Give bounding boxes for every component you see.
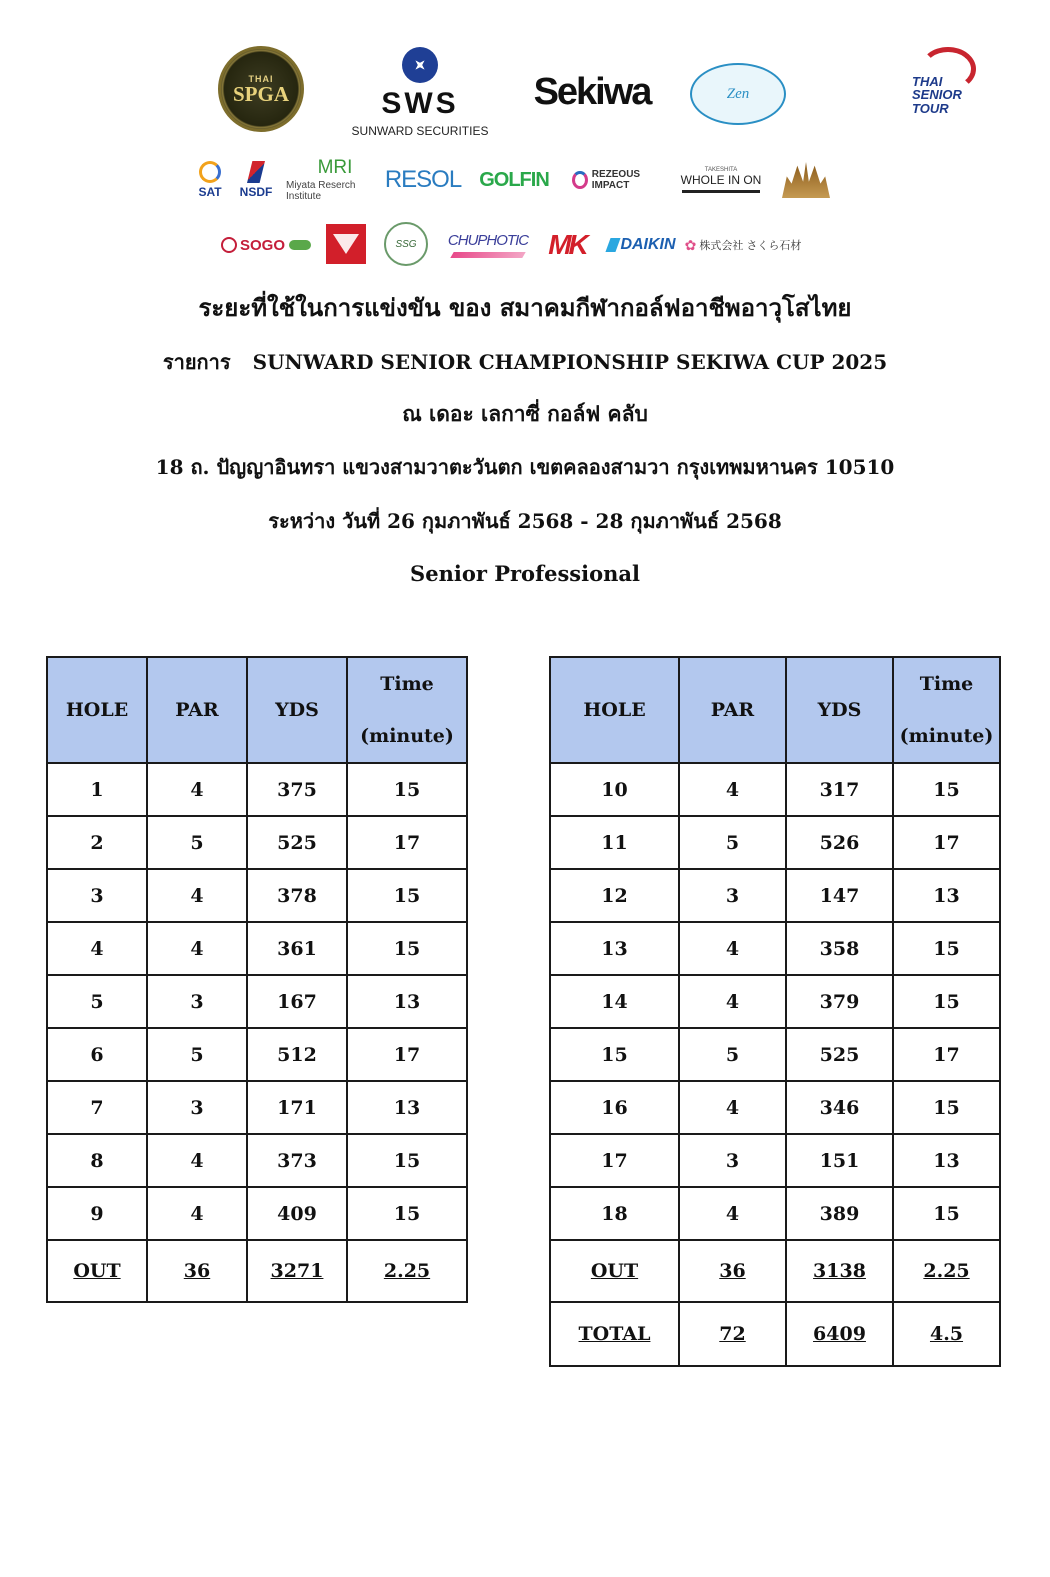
hole-cell: 10 [550, 763, 679, 816]
yds-cell: 171 [247, 1081, 347, 1134]
time-cell: 15 [893, 975, 1000, 1028]
yds-cell: 409 [247, 1187, 347, 1240]
yds-cell: 525 [786, 1028, 893, 1081]
thai-senior-tour-logo [898, 42, 998, 120]
sat-logo [192, 152, 228, 208]
time-cell: 2.25 [347, 1240, 467, 1302]
table-row [550, 975, 1000, 1028]
hole-cell: 2 [47, 816, 147, 869]
par-cell: 3 [147, 1081, 247, 1134]
table-row [550, 1028, 1000, 1081]
table-row [47, 1134, 467, 1187]
yds-cell: 167 [247, 975, 347, 1028]
hole-cell: 17 [550, 1134, 679, 1187]
mk-logo: MK [548, 229, 586, 260]
yds-cell: 317 [786, 763, 893, 816]
yds-cell: 512 [247, 1028, 347, 1081]
yds-cell: 361 [247, 922, 347, 975]
table-row [47, 763, 467, 816]
front-nine-table [46, 656, 468, 1303]
table-row [550, 1081, 1000, 1134]
par-cell: 4 [147, 1134, 247, 1187]
time-cell: 15 [347, 1187, 467, 1240]
address: 18 ถ. ปัญญาอินทรา แขวงสามวาตะวันตก เขตคลองสามวา กรุงเทพมหานคร 10510 [155, 455, 895, 479]
par-cell: 4 [147, 1187, 247, 1240]
document-title: ระยะที่ใช้ในการแข่งขัน ของ สมาคมกีฬากอล์ฟอาชีพอาวุโสไทย [198, 293, 852, 322]
thai-senior-tour-line1: THAI [912, 73, 943, 89]
par-cell: 4 [679, 1187, 786, 1240]
par-cell: 4 [679, 922, 786, 975]
time-cell: 13 [893, 1134, 1000, 1187]
sws-logo [350, 44, 490, 140]
time-header-line2: (minute) [899, 725, 994, 747]
mri-logo [286, 152, 384, 208]
hole-cell: 18 [550, 1187, 679, 1240]
nsdf-logo-text: NSDF [239, 185, 273, 199]
table-row [47, 1081, 467, 1134]
whole-in-on-top: TAKESHITA [704, 167, 738, 173]
table-header-row [47, 657, 467, 763]
thai-senior-tour-line2: SENIOR TOUR [912, 87, 962, 116]
par-cell: 3 [147, 975, 247, 1028]
hole-cell: 9 [47, 1187, 147, 1240]
table-row [47, 816, 467, 869]
time-cell: 15 [893, 1081, 1000, 1134]
ssg-logo: SSG [384, 222, 428, 266]
time-cell: 13 [893, 869, 1000, 922]
yds-cell: 378 [247, 869, 347, 922]
hole-header: HOLE [550, 657, 679, 763]
table-row [47, 1187, 467, 1240]
event-label: รายการ [162, 350, 231, 374]
event-name: SUNWARD SENIOR CHAMPIONSHIP SEKIWA CUP 2025 [252, 350, 888, 374]
hole-cell: 11 [550, 816, 679, 869]
resol-logo: RESOL [384, 166, 462, 193]
sogo-logo-text: SOGO [239, 236, 285, 254]
nsdf-logo [236, 152, 276, 208]
par-cell: 4 [679, 1081, 786, 1134]
total-row [550, 1302, 1000, 1366]
par-cell: 4 [147, 922, 247, 975]
chuphotic-logo-text: CHUPHOTIC [447, 232, 529, 249]
hole-cell: 7 [47, 1081, 147, 1134]
temple-logo [778, 152, 834, 208]
time-cell: 15 [347, 922, 467, 975]
table-row [550, 869, 1000, 922]
time-cell: 15 [893, 1187, 1000, 1240]
hole-cell: 8 [47, 1134, 147, 1187]
par-cell: 36 [147, 1240, 247, 1302]
time-cell: 17 [893, 816, 1000, 869]
hole-cell: OUT [47, 1240, 147, 1302]
hole-header: HOLE [47, 657, 147, 763]
par-cell: 5 [679, 1028, 786, 1081]
par-cell: 5 [147, 1028, 247, 1081]
par-cell: 3 [679, 869, 786, 922]
table-row [47, 1028, 467, 1081]
sogo-leaf-icon [289, 240, 311, 250]
table-row [47, 975, 467, 1028]
honda-wing-icon [333, 234, 359, 254]
par-cell: 4 [679, 763, 786, 816]
time-cell: 15 [893, 922, 1000, 975]
table-row [550, 816, 1000, 869]
golfin-logo: GOLFIN [479, 168, 549, 191]
time-header [347, 657, 467, 763]
out-row [47, 1240, 467, 1302]
whole-in-on-logo [680, 152, 762, 208]
hole-cell: 3 [47, 869, 147, 922]
yds-cell: 373 [247, 1134, 347, 1187]
time-cell: 17 [347, 1028, 467, 1081]
table-row [47, 922, 467, 975]
table-row [47, 869, 467, 922]
table-row [550, 1134, 1000, 1187]
sws-logo-name: SWS [381, 86, 459, 120]
yds-cell: 346 [786, 1081, 893, 1134]
daikin-logo: DAIKIN [606, 222, 678, 268]
par-cell: 4 [679, 975, 786, 1028]
whole-in-on-main: WHOLE IN ON [680, 173, 762, 187]
time-cell: 17 [893, 1028, 1000, 1081]
yds-cell: 358 [786, 922, 893, 975]
sakura-stone-logo: ✿ 株式会社 さくら石材 [684, 222, 802, 268]
yds-cell: 379 [786, 975, 893, 1028]
par-cell: 4 [147, 763, 247, 816]
front-nine-body [47, 763, 467, 1302]
par-cell: 36 [679, 1240, 786, 1302]
hole-cell: 4 [47, 922, 147, 975]
out-row [550, 1240, 1000, 1302]
par-header: PAR [679, 657, 786, 763]
mri-logo-sub: Miyata Reserch Institute [286, 180, 356, 202]
spga-logo-top: THAI [248, 73, 274, 84]
spga-logo [218, 46, 304, 132]
yds-cell: 375 [247, 763, 347, 816]
sekiwa-logo: Sekiwa [533, 70, 651, 113]
chuphotic-logo [448, 222, 528, 268]
yds-cell: 151 [786, 1134, 893, 1187]
hole-cell: 16 [550, 1081, 679, 1134]
yds-cell: 525 [247, 816, 347, 869]
yds-cell: 389 [786, 1187, 893, 1240]
par-cell: 4 [147, 869, 247, 922]
yds-cell: 526 [786, 816, 893, 869]
yds-header: YDS [786, 657, 893, 763]
division: Senior Professional [410, 561, 640, 586]
yds-cell: 3138 [786, 1240, 893, 1302]
sws-logo-sub: SUNWARD SECURITIES [351, 123, 489, 138]
back-nine-body [550, 763, 1000, 1366]
back-nine-table [549, 656, 1001, 1367]
time-cell: 15 [347, 869, 467, 922]
time-cell: 17 [347, 816, 467, 869]
par-cell: 3 [679, 1134, 786, 1187]
nsdf-flag-icon [247, 161, 265, 183]
table-row [550, 763, 1000, 816]
honda-logo [326, 224, 366, 264]
hole-cell: 14 [550, 975, 679, 1028]
sogo-logo [220, 222, 312, 268]
yds-cell: 147 [786, 869, 893, 922]
time-header-line2: (minute) [360, 725, 454, 747]
hole-cell: 5 [47, 975, 147, 1028]
hole-cell: 15 [550, 1028, 679, 1081]
time-cell: 4.5 [893, 1302, 1000, 1366]
hole-cell: 12 [550, 869, 679, 922]
time-cell: 13 [347, 975, 467, 1028]
time-header-line1: Time [919, 673, 974, 695]
table-row [550, 922, 1000, 975]
yds-cell: 3271 [247, 1240, 347, 1302]
zen-logo: Zen [690, 63, 786, 125]
time-header-line1: Time [380, 673, 434, 695]
time-cell: 2.25 [893, 1240, 1000, 1302]
hole-cell: OUT [550, 1240, 679, 1302]
rezeous-impact-logo: REZEOUS IMPACT [572, 152, 664, 208]
hole-cell: 6 [47, 1028, 147, 1081]
par-cell: 72 [679, 1302, 786, 1366]
time-header [893, 657, 1000, 763]
event-dates: ระหว่าง วันที่ 26 กุมภาพันธ์ 2568 - 28 กุมภาพันธ์ 2568 [268, 509, 782, 533]
hole-cell: 13 [550, 922, 679, 975]
table-row [550, 1187, 1000, 1240]
sat-logo-text: SAT [198, 185, 222, 199]
mri-logo-name: MRI [317, 157, 353, 178]
time-cell: 15 [893, 763, 1000, 816]
hole-cell: 1 [47, 763, 147, 816]
temple-icon [782, 162, 830, 198]
hole-cell: TOTAL [550, 1302, 679, 1366]
time-cell: 15 [347, 1134, 467, 1187]
table-header-row [550, 657, 1000, 763]
par-header: PAR [147, 657, 247, 763]
par-cell: 5 [147, 816, 247, 869]
sws-star-icon [402, 47, 438, 83]
venue: ณ เดอะ เลกาซี่ กอล์ฟ คลับ [402, 401, 648, 426]
time-cell: 15 [347, 763, 467, 816]
spga-logo-main: SPGA [232, 81, 289, 106]
event-line [0, 346, 1050, 378]
time-cell: 13 [347, 1081, 467, 1134]
yds-cell: 6409 [786, 1302, 893, 1366]
yds-header: YDS [247, 657, 347, 763]
sat-ring-icon [199, 161, 221, 183]
par-cell: 5 [679, 816, 786, 869]
